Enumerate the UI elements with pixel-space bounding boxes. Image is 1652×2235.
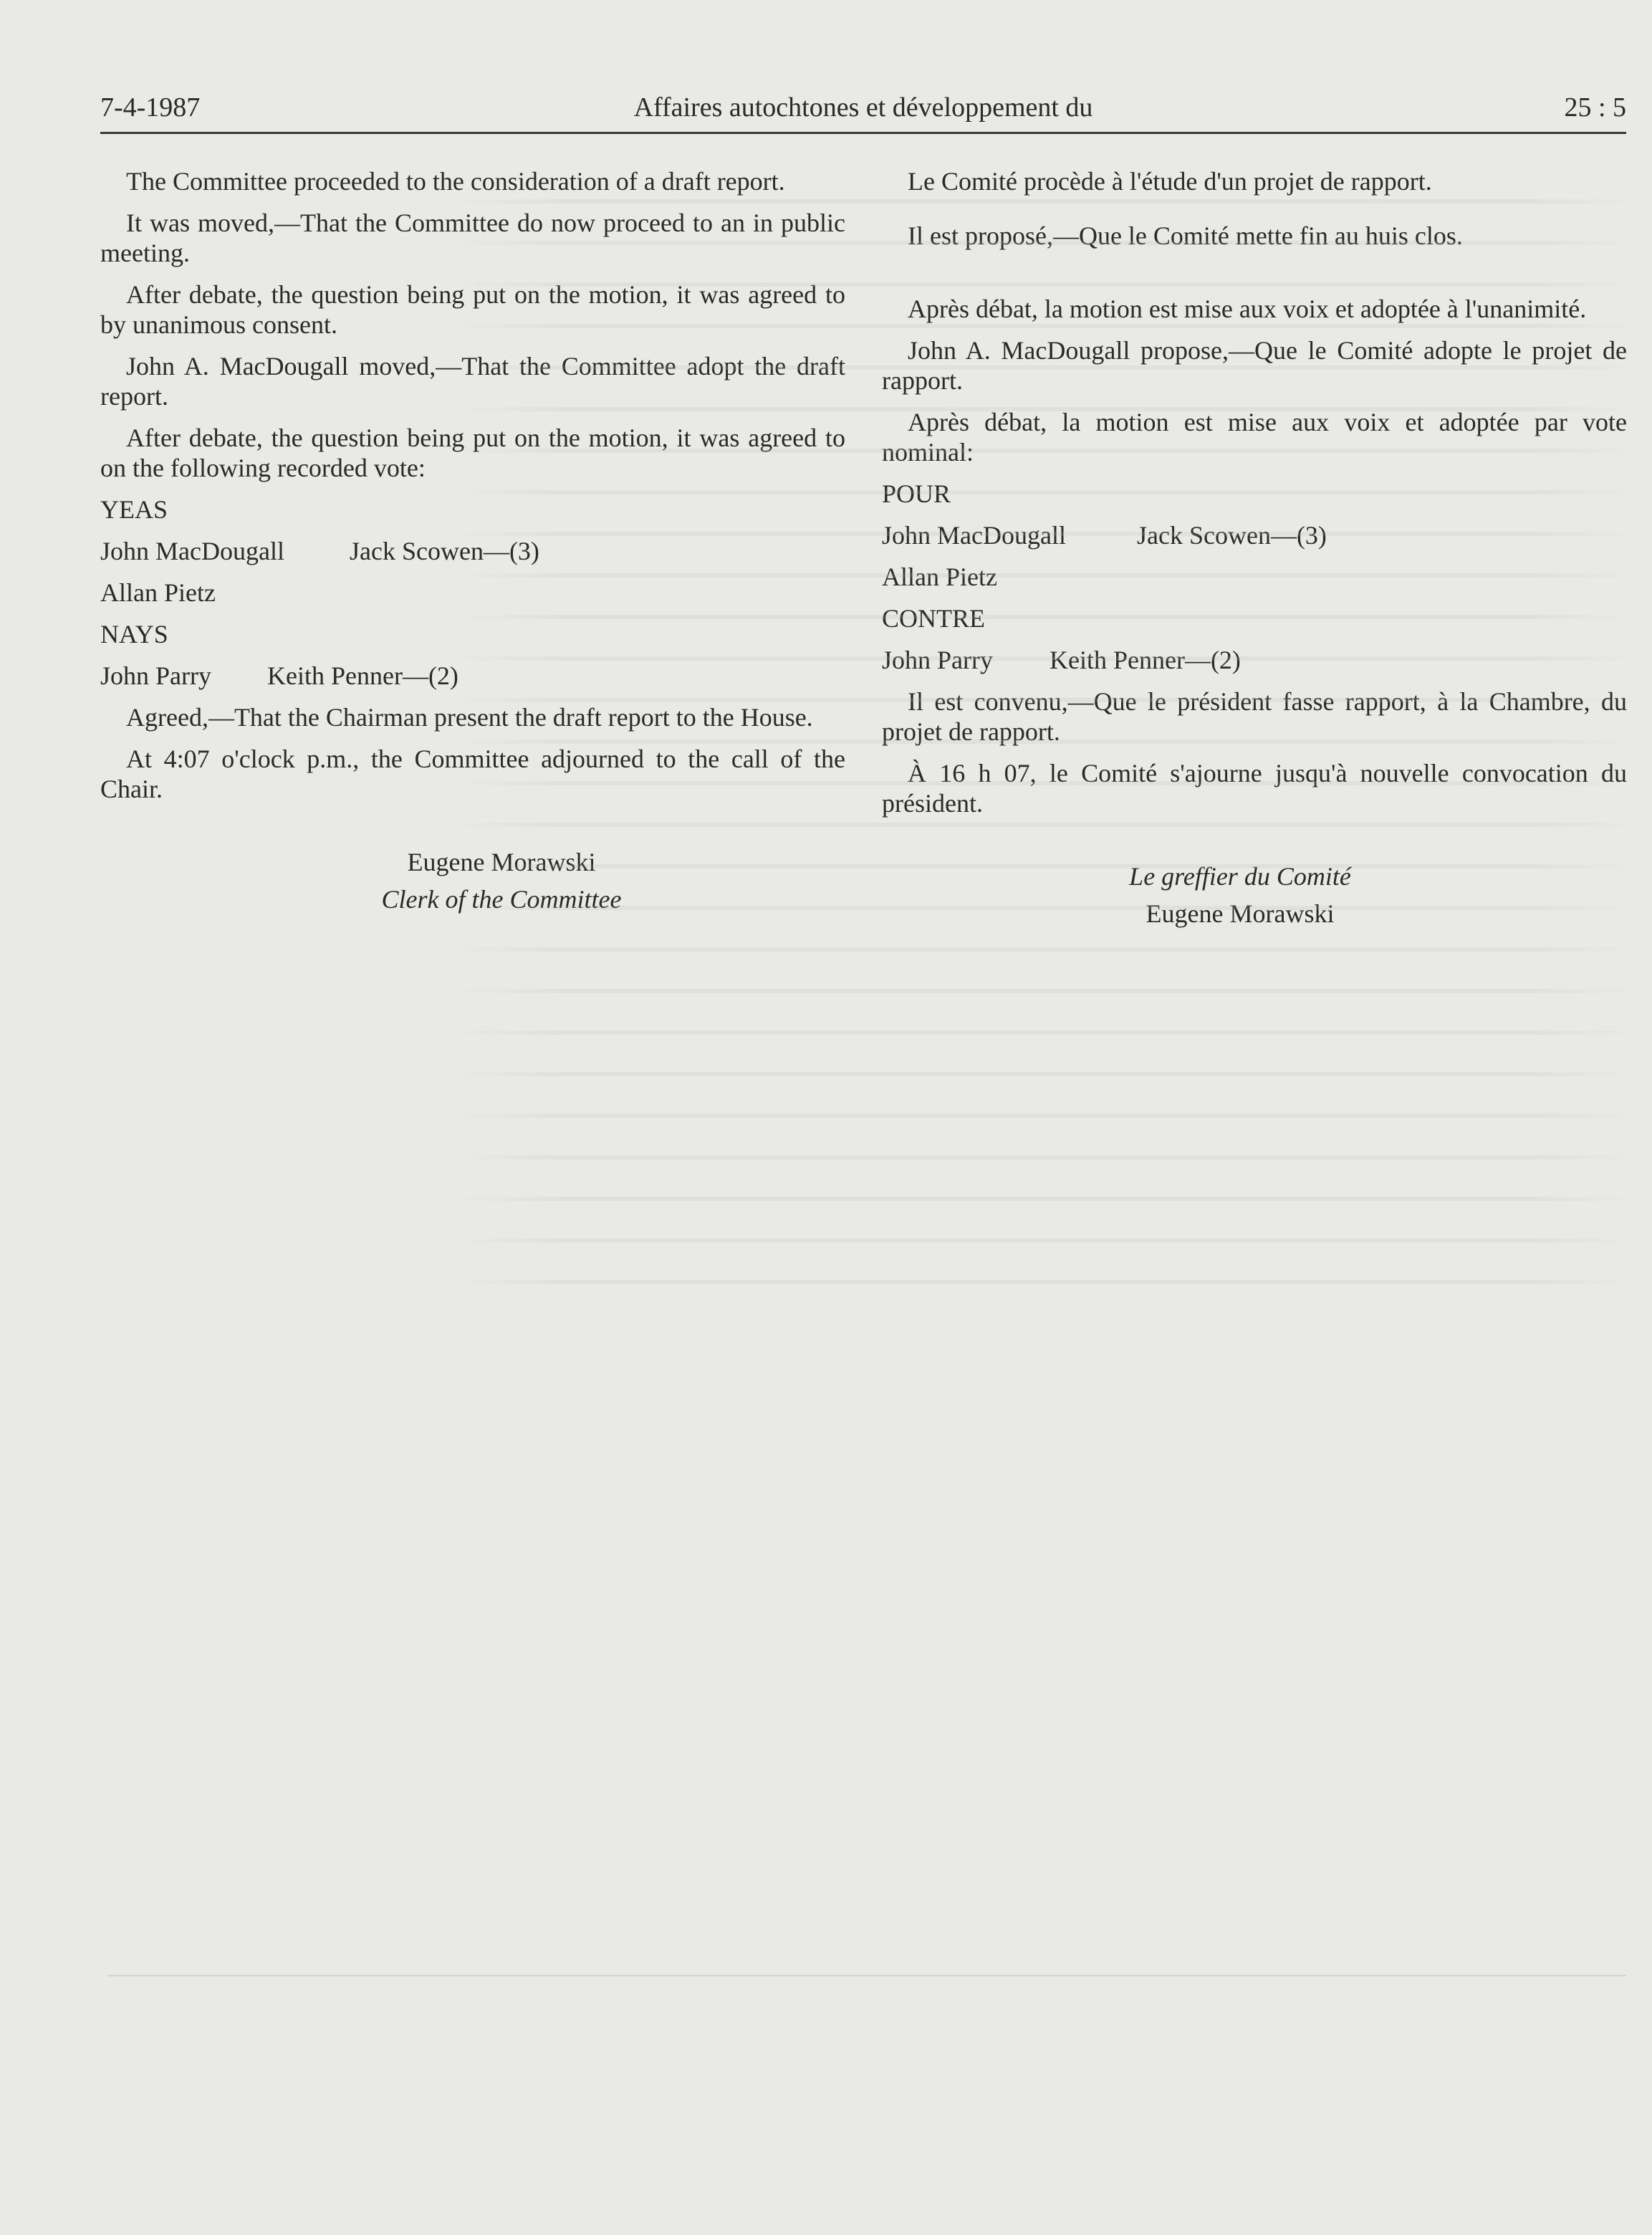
voter-name: John Parry [100,661,211,690]
paragraph: John A. MacDougall propose,—Que le Comité adopte le projet de rapport. [882,336,1627,395]
clerk-title: Clerk of the Committee [381,885,622,914]
paragraph: Il est convenu,—Que le président fasse rapport, à la Chambre, du projet de rapport. [882,687,1627,746]
voter-name: John MacDougall [882,521,1066,550]
paragraph: Il est proposé,—Que le Comité mette fin au huis clos. [908,221,1463,250]
header-title: Affaires autochtones et développement du [633,92,1093,123]
vote-label-nays: NAYS [100,620,168,649]
vote-label-contre: CONTRE [882,604,985,633]
paragraph: Le Comité procède à l'étude d'un projet de rapport. [908,167,1432,196]
voter-name: Jack Scowen—(3) [350,537,539,565]
paragraph: The Committee proceeded to the consideration of a draft report. [126,167,785,196]
voter-name: John MacDougall [100,537,284,565]
paragraph: Agreed,—That the Chairman present the draft report to the House. [126,703,813,732]
clerk-title: Le greffier du Comité [1129,862,1351,891]
voter-name: Jack Scowen—(3) [1137,521,1327,550]
voter-name: Keith Penner—(2) [267,661,458,690]
voter-name: John Parry [882,646,993,674]
clerk-name: Eugene Morawski [407,848,596,876]
bleed-through-texture [458,172,1633,1290]
footer-rule [107,1975,1626,1976]
paragraph: John A. MacDougall moved,—That the Committee adopt the draft report. [100,352,845,411]
paragraph: After debate, the question being put on the motion, it was agreed to by unanimous consent. [100,280,845,339]
page-header [100,89,1626,134]
vote-label-yeas: YEAS [100,495,168,524]
paragraph: À 16 h 07, le Comité s'ajourne jusqu'à nouvelle convocation du président. [882,759,1627,818]
paragraph: Après débat, la motion est mise aux voix et adoptée par vote nominal: [882,408,1627,466]
voter-name: Allan Pietz [882,563,997,591]
vote-label-pour: POUR [882,479,951,508]
paragraph: At 4:07 o'clock p.m., the Committee adjourned to the call of the Chair. [100,745,845,803]
voter-name: Keith Penner—(2) [1050,646,1241,674]
paragraph: It was moved,—That the Committee do now proceed to an in public meeting. [100,209,845,267]
header-date: 7-4-1987 [100,92,201,123]
header-page-number: 25 : 5 [1564,92,1626,123]
voter-name: Allan Pietz [100,578,216,607]
clerk-name: Eugene Morawski [1146,899,1335,928]
paragraph: After debate, the question being put on the motion, it was agreed to on the following recorded vote: [100,423,845,482]
paragraph: Après débat, la motion est mise aux voix et adoptée à l'unanimité. [908,295,1587,323]
